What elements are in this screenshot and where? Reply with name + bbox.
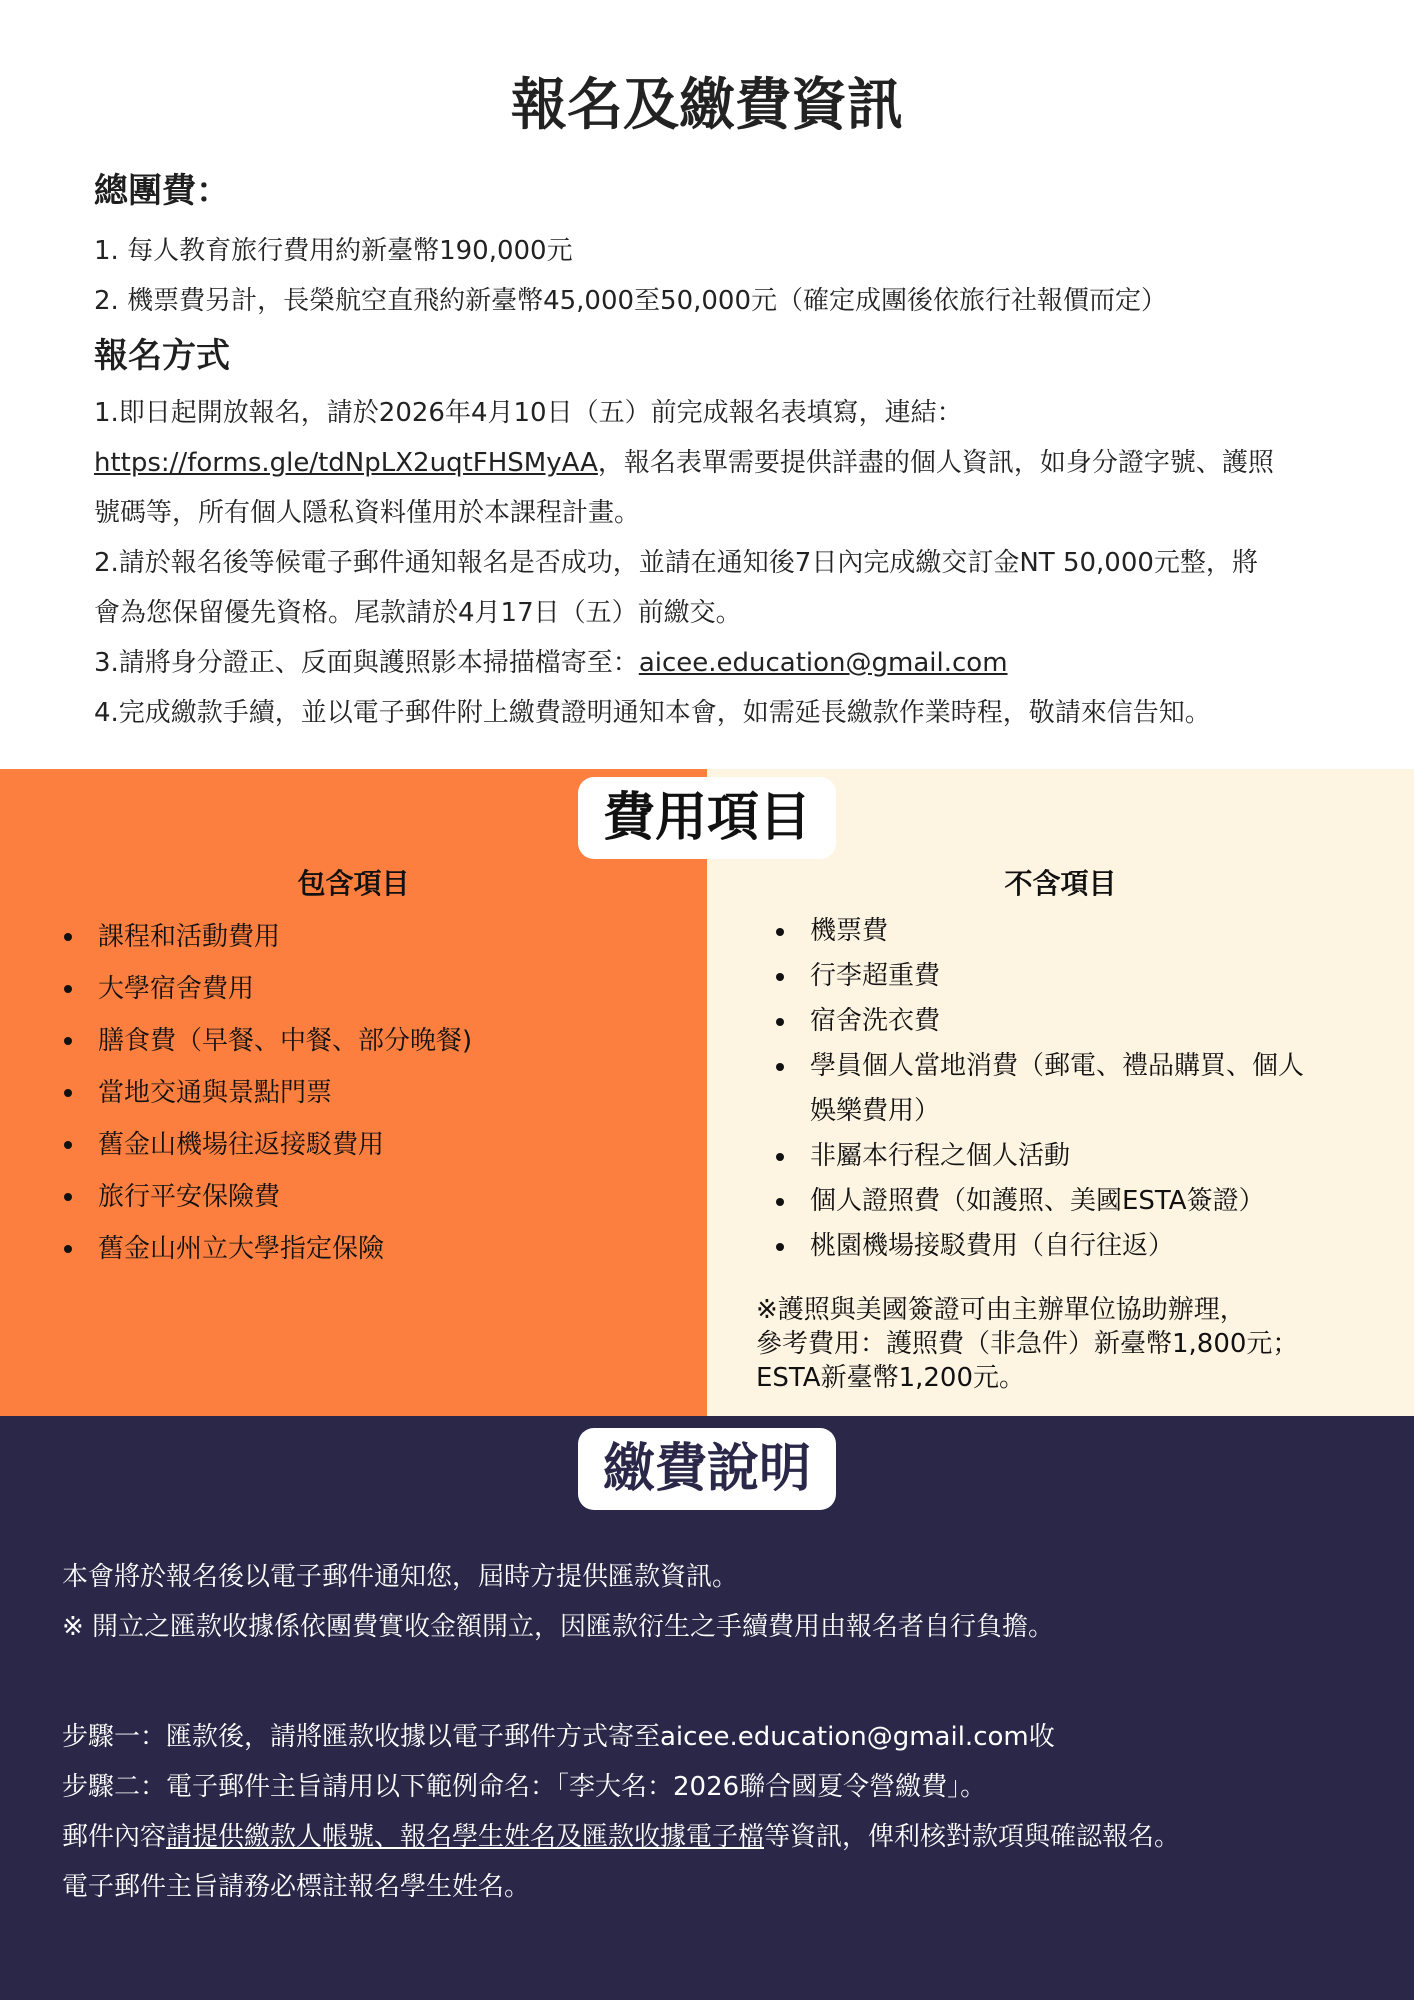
payment-heading: 繳費說明: [578, 1428, 836, 1510]
bullet-icon: [776, 973, 784, 981]
registration-info-section: [0, 0, 1414, 769]
list-item: 個人證照費（如護照、美國ESTA簽證）: [776, 1179, 1396, 1224]
list-item: 舊金山機場往返接駁費用: [64, 1119, 684, 1171]
fee-items-heading: 費用項目: [578, 777, 836, 859]
required-info-underlined: 請提供繳款人帳號、報名學生姓名及匯款收據電子檔: [166, 1822, 765, 1852]
list-item: 行李超重費: [776, 954, 1396, 999]
list-item: 膳食費（早餐、中餐、部分晚餐): [64, 1015, 684, 1067]
bullet-icon: [64, 1245, 72, 1253]
included-list: [64, 911, 684, 1275]
registration-line-5: 會為您保留優先資格。尾款請於4月17日（五）前繳交。: [94, 598, 742, 628]
payment-step-2: 步驟二：電子郵件主旨請用以下範例命名：「李大名：2026聯合國夏令營繳費」。: [62, 1772, 987, 1802]
payment-step-1: 步驟一：匯款後，請將匯款收據以電子郵件方式寄至aicee.education@gmail.com收: [62, 1722, 1055, 1752]
list-item: 當地交通與景點門票: [64, 1067, 684, 1119]
registration-line-7: 4.完成繳款手續，並以電子郵件附上繳費證明通知本會，如需延長繳款作業時程，敬請來信告知。: [94, 698, 1211, 728]
form-link[interactable]: https://forms.gle/tdNpLX2uqtFHSMyAA: [94, 448, 598, 478]
registration-line-1: 1.即日起開放報名，請於2026年4月10日（五）前完成報名表填寫，連結：: [94, 398, 963, 428]
fee-total-line-1: 1. 每人教育旅行費用約新臺幣190,000元: [94, 236, 573, 266]
passport-visa-note: ※護照與美國簽證可由主辦單位協助辦理， 參考費用：護照費（非急件）新臺幣1,800元； ESTA新臺幣1,200元。: [756, 1295, 1299, 1393]
list-item: 桃園機場接駁費用（自行往返）: [776, 1224, 1396, 1269]
bullet-icon: [776, 928, 784, 936]
fee-total-heading: 總團費：: [94, 171, 230, 211]
page-title: 報名及繳費資訊: [511, 73, 903, 138]
bullet-icon: [64, 985, 72, 993]
bullet-icon: [64, 1193, 72, 1201]
bullet-icon: [64, 933, 72, 941]
payment-step-4: 電子郵件主旨請務必標註報名學生姓名。: [62, 1872, 531, 1902]
bullet-icon: [776, 1063, 784, 1071]
list-item: 旅行平安保險費: [64, 1171, 684, 1223]
list-item: 課程和活動費用: [64, 911, 684, 963]
bullet-icon: [776, 1018, 784, 1026]
excluded-list: [776, 909, 1396, 1269]
registration-line-4: 2.請於報名後等候電子郵件通知報名是否成功，並請在通知後7日內完成繳交訂金NT 50,000元整，將: [94, 548, 1258, 578]
included-title: 包含項目: [297, 867, 410, 900]
bullet-icon: [64, 1037, 72, 1045]
bullet-icon: [64, 1141, 72, 1149]
payment-step-3: 郵件內容請提供繳款人帳號、報名學生姓名及匯款收據電子檔等資訊，俾利核對款項與確認報名。: [62, 1822, 1181, 1852]
list-item: 學員個人當地消費（郵電、禮品購買、個人 娛樂費用）: [776, 1044, 1396, 1134]
registration-line-3: 號碼等，所有個人隱私資料僅用於本課程計畫。: [94, 498, 641, 528]
list-item: 大學宿舍費用: [64, 963, 684, 1015]
payment-section: [0, 1416, 1414, 2000]
bullet-icon: [776, 1243, 784, 1251]
payment-line-1: 本會將於報名後以電子郵件通知您，屆時方提供匯款資訊。: [62, 1562, 739, 1592]
bullet-icon: [64, 1089, 72, 1097]
email-link[interactable]: aicee.education@gmail.com: [638, 648, 1008, 678]
excluded-panel: [707, 769, 1414, 1416]
excluded-title: 不含項目: [1004, 867, 1117, 900]
registration-line-2-text: ，報名表單需要提供詳盡的個人資訊，如身分證字號、護照: [597, 448, 1274, 478]
fee-total-line-2: 2. 機票費另計，長榮航空直飛約新臺幣45,000至50,000元（確定成團後依旅行社報價而定）: [94, 286, 1168, 316]
included-panel: [0, 769, 707, 1416]
bullet-icon: [776, 1198, 784, 1206]
list-item: 舊金山州立大學指定保險: [64, 1223, 684, 1275]
list-item: 機票費: [776, 909, 1396, 954]
registration-line-2: [94, 438, 1364, 488]
registration-line-6: [94, 638, 1364, 688]
list-item: 宿舍洗衣費: [776, 999, 1396, 1044]
list-item: 非屬本行程之個人活動: [776, 1134, 1396, 1179]
registration-line-6-text: 3.請將身分證正、反面與護照影本掃描檔寄至：: [94, 648, 639, 678]
bullet-icon: [776, 1153, 784, 1161]
registration-heading: 報名方式: [94, 336, 230, 376]
payment-line-2: ※ 開立之匯款收據係依團費實收金額開立，因匯款衍生之手續費用由報名者自行負擔。: [62, 1612, 1055, 1642]
fee-items-section: [0, 769, 1414, 1416]
